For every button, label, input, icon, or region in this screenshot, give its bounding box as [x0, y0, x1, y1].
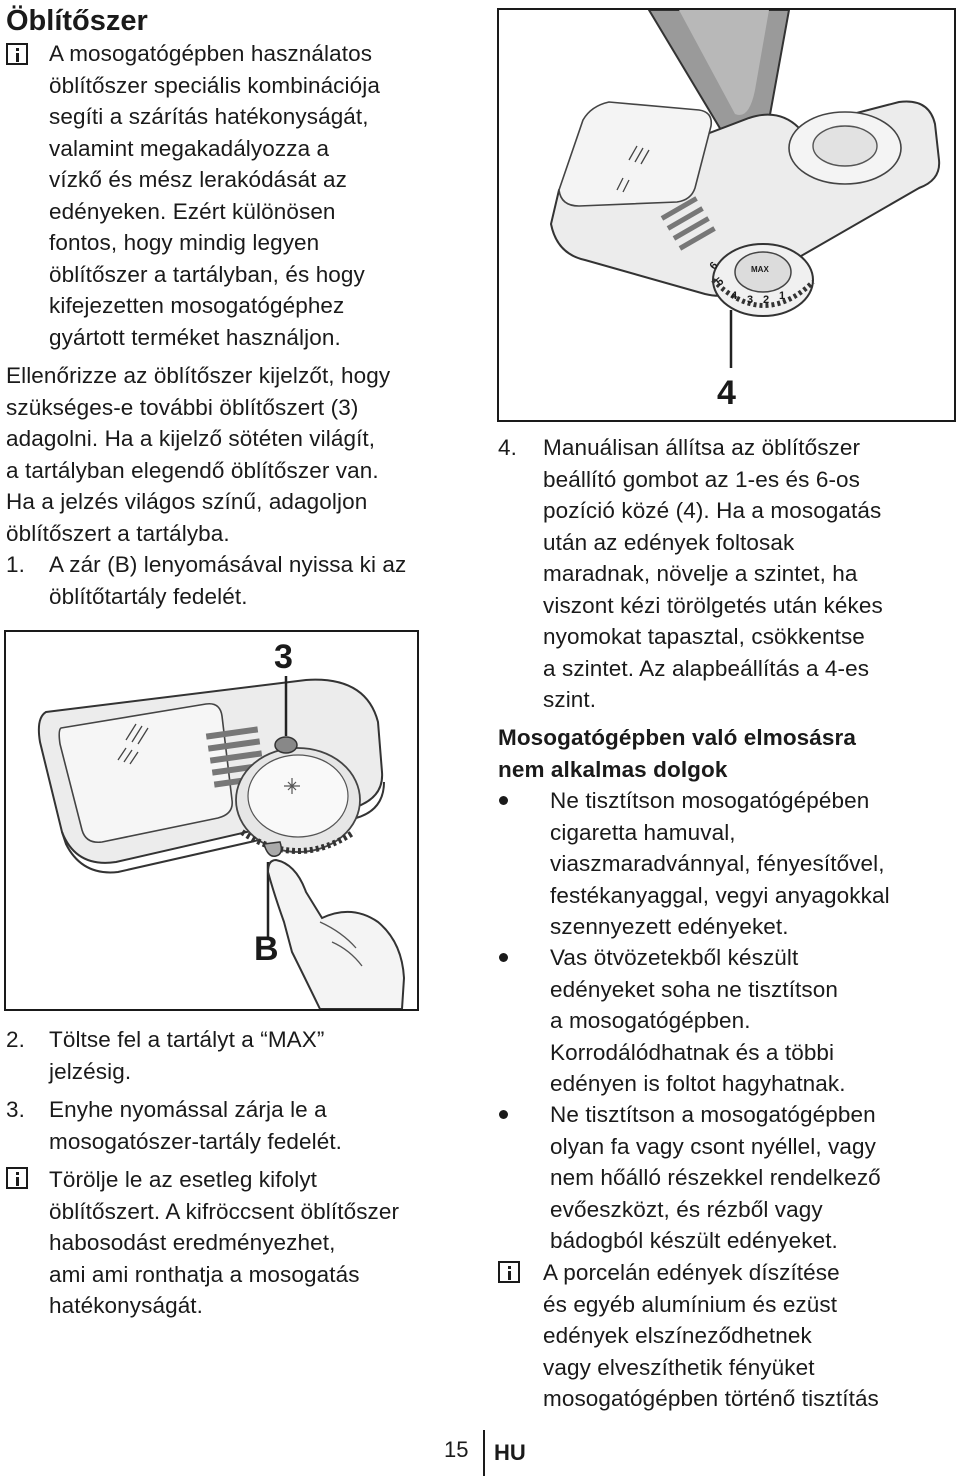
step-number: 3. — [6, 1097, 25, 1122]
intro-line: edényeken. Ezért különösen — [49, 198, 336, 224]
bullet-line: a mosogatógépben. — [550, 1008, 751, 1033]
step-line: jelzésig. — [49, 1058, 132, 1084]
intro-line: kifejezetten mosogatógéphez — [49, 293, 345, 318]
step-line: beállító gombot az 1-es és 6-os — [543, 466, 861, 492]
note-line: hatékonyságát. — [49, 1293, 204, 1318]
intro-line: valamint megakadályozza a — [49, 135, 330, 161]
note-line: mosogatógépben történő tisztítás — [543, 1386, 879, 1411]
info-icon — [6, 43, 28, 65]
step-line: nyomokat tapasztal, csökkentse — [543, 624, 865, 649]
heading-line: nem alkalmas dolgok — [498, 756, 728, 782]
step-line: pozíció közé (4). Ha a mosogatás — [543, 498, 882, 523]
bullet-dot — [499, 1110, 508, 1119]
check-line: szükséges-e további öblítőszert (3) — [6, 394, 359, 420]
figure-dial — [497, 8, 956, 422]
bullet-line: festékanyaggal, vegyi anyagokkal — [550, 882, 890, 908]
bullet-dot — [499, 796, 508, 805]
step-line: Enyhe nyomással zárja le a — [49, 1097, 327, 1122]
step-number: 4. — [498, 435, 517, 460]
step-line: Manuálisan állítsa az öblítőszer — [543, 435, 861, 460]
callout-b: B — [254, 930, 279, 968]
check-line: a tartályban elegendő öblítőszer van. — [6, 457, 379, 483]
figure-open-lid — [4, 630, 419, 1011]
bullet-line: edényeket soha ne tisztítson — [550, 976, 838, 1002]
step-line: öblítőtartály fedelét. — [49, 583, 248, 609]
bullet-line: Ne tisztítson a mosogatógépben — [550, 1102, 876, 1127]
page-title: Öblítőszer — [6, 5, 148, 37]
dispenser-illustration — [6, 632, 417, 1009]
dial-label: MAX — [751, 265, 769, 274]
bullet-dot — [499, 953, 508, 962]
step-line: mosogatószer-tartály fedelét. — [49, 1128, 343, 1154]
note-line: habosodást eredményezhet, — [49, 1230, 336, 1255]
intro-line: öblítőszer a tartályban, és hogy — [49, 261, 365, 287]
bullet-line: cigaretta hamuval, — [550, 819, 736, 845]
check-line: adagolni. Ha a kijelző sötéten világít, — [6, 426, 376, 451]
info-icon — [498, 1261, 520, 1283]
page-number: 15 — [444, 1437, 469, 1462]
dial-illustration — [499, 10, 954, 420]
bullet-line: viaszmaradvánnyal, fényesítővel, — [550, 851, 885, 876]
footer-divider — [483, 1430, 485, 1476]
intro-line: gyártott terméket használjon. — [49, 324, 341, 350]
note-line: vagy elveszíthetik fényüket — [543, 1354, 815, 1380]
intro-line: segíti a szárítás hatékonyságát, — [49, 104, 369, 129]
dial-label: 2 — [763, 294, 770, 306]
bullet-line: szennyezett edényeket. — [550, 914, 789, 939]
note-line: és egyéb alumínium és ezüst — [543, 1291, 838, 1317]
check-line: Ellenőrizze az öblítőszer kijelzőt, hogy — [6, 363, 391, 388]
step-number: 2. — [6, 1027, 25, 1052]
intro-line: A mosogatógépben használatos — [49, 41, 373, 66]
heading-line: Mosogatógépben való elmosásra — [498, 725, 856, 750]
note-line: A porcelán edények díszítése — [543, 1260, 840, 1285]
dial-label: 5 — [713, 275, 727, 289]
dial-label: 3 — [747, 294, 754, 306]
step-line: a szintet. Az alapbeállítás a 4-es — [543, 655, 870, 681]
step-line: viszont kézi törölgetés után kékes — [543, 592, 883, 618]
step-line: A zár (B) lenyomásával nyissa ki az — [49, 552, 407, 577]
bullet-line: Korrodálódhatnak és a többi — [550, 1039, 835, 1065]
bullet-line: olyan fa vagy csont nyéllel, vagy — [550, 1133, 876, 1159]
intro-line: fontos, hogy mindig legyen — [49, 230, 320, 255]
bullet-line: evőeszközt, és rézből vagy — [550, 1196, 823, 1222]
step-line: szint. — [543, 687, 597, 712]
language-code: HU — [494, 1440, 526, 1465]
step-line: után az edények foltosak — [543, 529, 795, 555]
intro-line: vízkő és mész lerakódását az — [49, 167, 347, 192]
note-line: edények elszíneződhetnek — [543, 1323, 812, 1348]
bullet-line: Ne tisztítson mosogatógépében — [550, 788, 870, 813]
bullet-line: bádogból készült edényeket. — [550, 1228, 838, 1253]
info-icon — [6, 1167, 28, 1189]
dial-label: 4 — [731, 290, 738, 302]
step-line: Töltse fel a tartályt a “MAX” — [49, 1027, 325, 1052]
bullet-line: edényen is foltot hagyhatnak. — [550, 1071, 846, 1096]
note-line: Törölje le az esetleg kifolyt — [49, 1167, 318, 1192]
check-line: Ha a jelzés világos színű, adagoljon — [6, 489, 368, 514]
callout-4: 4 — [717, 374, 736, 412]
note-line: öblítőszert. A kifröccsent öblítőszer — [49, 1198, 400, 1224]
bullet-line: Vas ötvözetekből készült — [550, 945, 799, 970]
intro-line: öblítőszer speciális kombinációja — [49, 72, 380, 98]
dial-label: 1 — [779, 290, 786, 302]
step-number: 1. — [6, 552, 25, 577]
dial-label: 6 — [707, 259, 721, 273]
check-line: öblítőszert a tartályba. — [6, 520, 230, 546]
note-line: ami ami ronthatja a mosogatás — [49, 1261, 360, 1287]
step-line: maradnak, növelje a szintet, ha — [543, 561, 858, 586]
bullet-line: nem hőálló részekkel rendelkező — [550, 1165, 881, 1190]
callout-3: 3 — [274, 638, 293, 676]
